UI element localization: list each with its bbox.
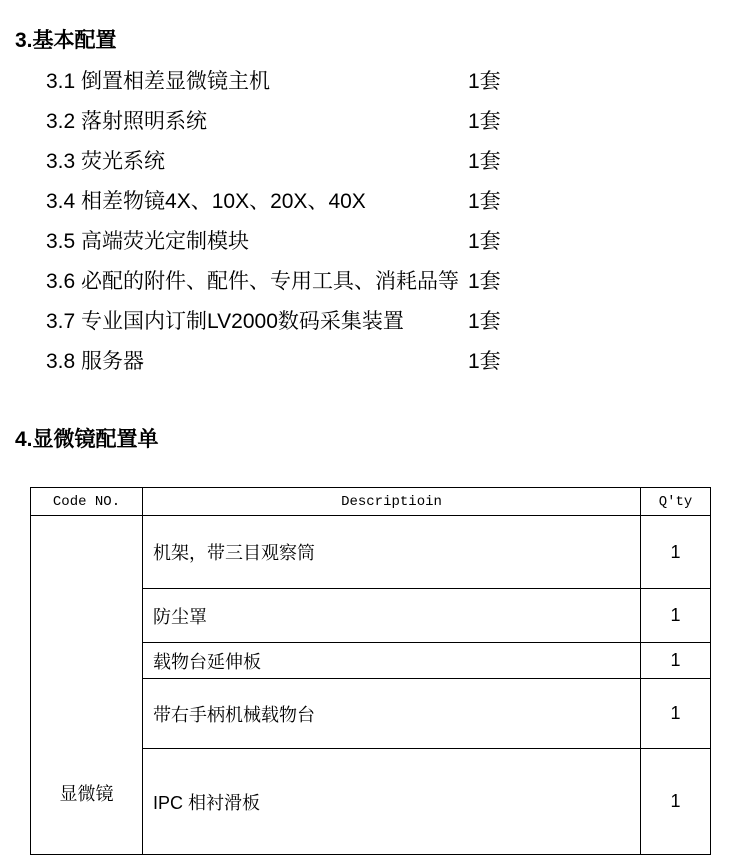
qty-cell: 1 bbox=[641, 589, 711, 643]
section-4-heading: 4.显微镜配置单 bbox=[15, 428, 159, 451]
config-list-item bbox=[0, 222, 750, 262]
config-item-quantity: 1套 bbox=[468, 190, 501, 213]
config-list-item bbox=[0, 182, 750, 222]
config-item-quantity: 1套 bbox=[468, 310, 501, 333]
config-item-quantity: 1套 bbox=[468, 150, 501, 173]
config-item-quantity: 1套 bbox=[468, 110, 501, 133]
column-header-qty: Q'ty bbox=[641, 488, 711, 516]
config-item-quantity: 1套 bbox=[468, 70, 501, 93]
config-item-quantity: 1套 bbox=[468, 270, 501, 293]
section-3-heading: 3.基本配置 bbox=[15, 29, 117, 52]
qty-cell: 1 bbox=[641, 749, 711, 855]
description-cell: 防尘罩 bbox=[143, 589, 641, 643]
microscope-config-table bbox=[30, 487, 711, 855]
table-row bbox=[31, 516, 711, 589]
config-item-quantity: 1套 bbox=[468, 350, 501, 373]
qty-cell: 1 bbox=[641, 643, 711, 679]
description-cell: 载物台延伸板 bbox=[143, 643, 641, 679]
config-item-label: 3.4 相差物镜4X、10X、20X、40X bbox=[46, 190, 366, 213]
description-cell: 机架，带三目观察筒 bbox=[143, 516, 641, 589]
config-list-item bbox=[0, 142, 750, 182]
code-group-cell bbox=[31, 516, 143, 855]
config-item-label: 3.2 落射照明系统 bbox=[46, 110, 208, 133]
table-header-row bbox=[31, 488, 711, 516]
config-item-quantity: 1套 bbox=[468, 230, 501, 253]
config-item-label: 3.6 必配的附件、配件、专用工具、消耗品等 bbox=[46, 270, 460, 293]
column-header-description: Descriptioin bbox=[143, 488, 641, 516]
config-list-item bbox=[0, 262, 750, 302]
column-header-code: Code NO. bbox=[31, 488, 143, 516]
basic-config-list bbox=[0, 62, 750, 382]
config-item-label: 3.5 高端荧光定制模块 bbox=[46, 230, 250, 253]
config-item-label: 3.1 倒置相差显微镜主机 bbox=[46, 70, 271, 93]
description-cell: 带右手柄机械载物台 bbox=[143, 679, 641, 749]
qty-cell: 1 bbox=[641, 679, 711, 749]
group-label-microscope: 显微镜 bbox=[59, 784, 114, 804]
qty-cell: 1 bbox=[641, 516, 711, 589]
config-item-label: 3.7 专业国内订制LV2000数码采集装置 bbox=[46, 310, 404, 333]
config-list-item bbox=[0, 342, 750, 382]
config-list-item bbox=[0, 62, 750, 102]
config-list-item bbox=[0, 102, 750, 142]
config-list-item bbox=[0, 302, 750, 342]
config-item-label: 3.3 荧光系统 bbox=[46, 150, 166, 173]
description-cell: IPC 相衬滑板 bbox=[143, 749, 641, 855]
config-item-label: 3.8 服务器 bbox=[46, 350, 145, 373]
